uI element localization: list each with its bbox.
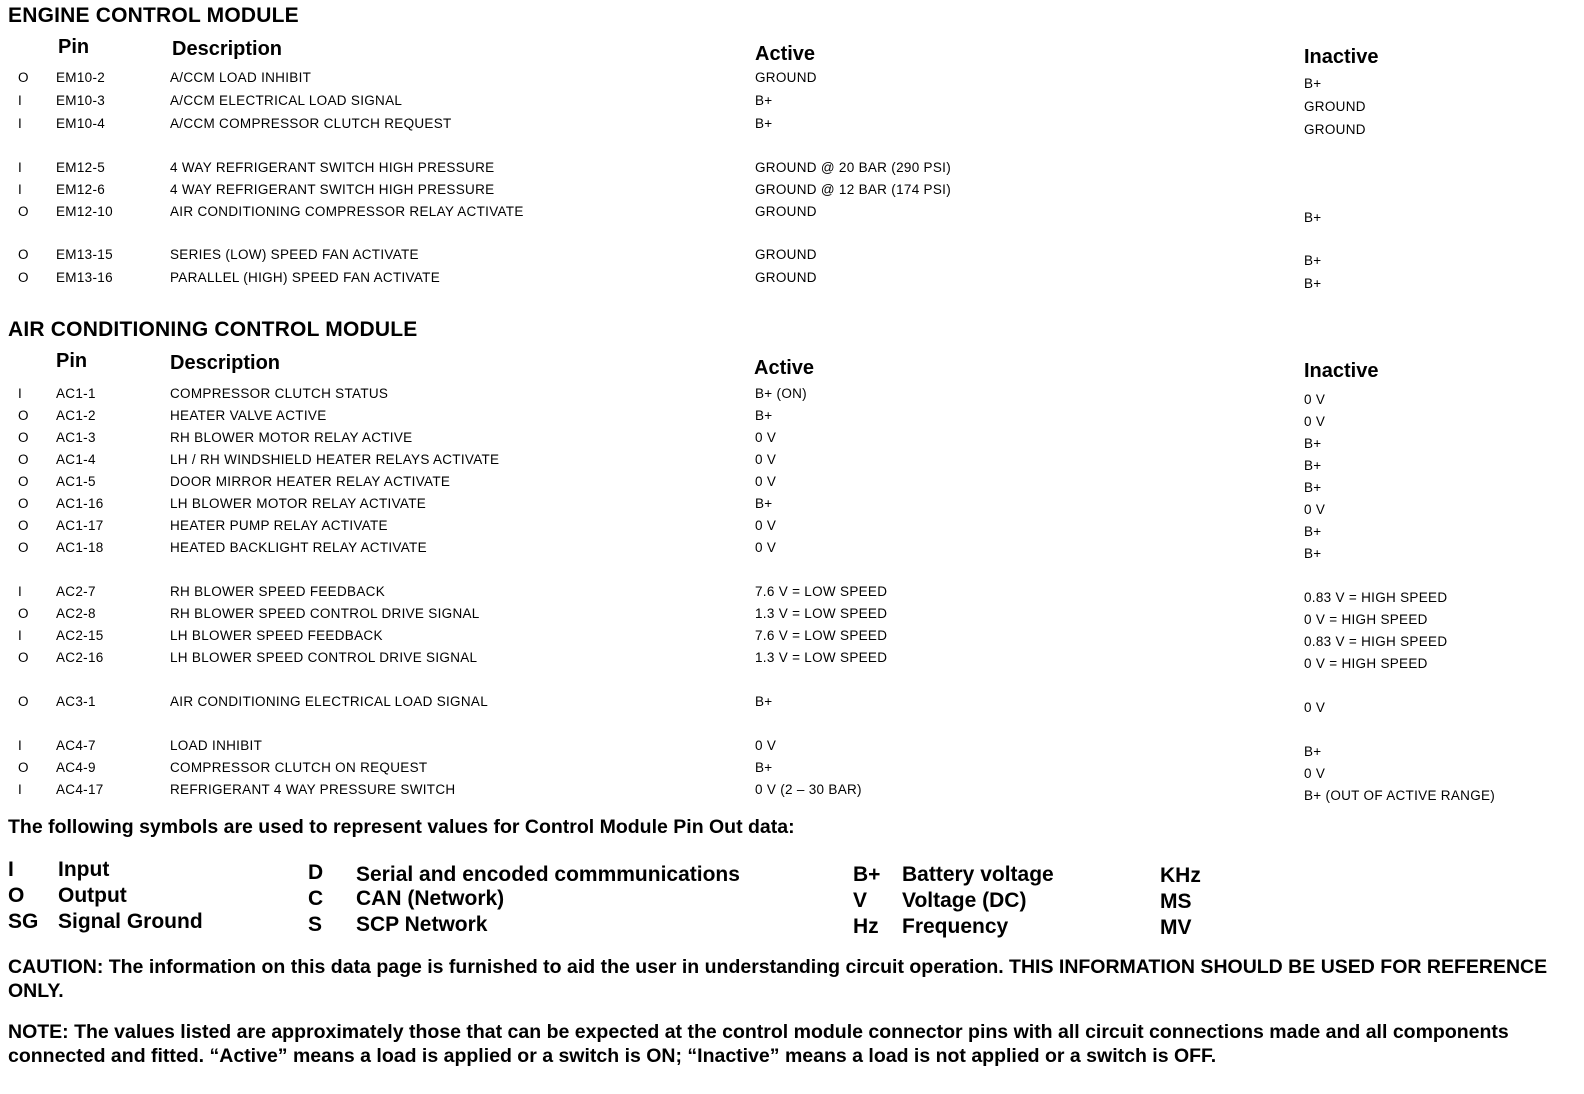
pin-id: EM12-6	[56, 182, 106, 197]
active-value: B+	[755, 408, 773, 423]
io-type: O	[18, 270, 29, 285]
legend-unit: MS	[1160, 890, 1192, 913]
io-type: O	[18, 408, 29, 423]
ecm-table-row	[0, 182, 1584, 204]
ecm-table-row	[0, 160, 1584, 182]
active-value: B+	[755, 760, 773, 775]
legend-label: CAN (Network)	[356, 887, 505, 910]
pin-id: AC3-1	[56, 694, 96, 709]
inactive-value: 0.83 V = HIGH SPEED	[1304, 634, 1448, 649]
inactive-value: B+	[1304, 436, 1322, 451]
pin-description: HEATED BACKLIGHT RELAY ACTIVATE	[170, 540, 427, 555]
legend-symbol: V	[853, 889, 868, 912]
pin-description: 4 WAY REFRIGERANT SWITCH HIGH PRESSURE	[170, 160, 495, 175]
active-value: 0 V (2 – 30 BAR)	[755, 782, 862, 797]
inactive-value: B+ (OUT OF ACTIVE RANGE)	[1304, 788, 1496, 803]
pin-description: COMPRESSOR CLUTCH STATUS	[170, 386, 389, 401]
active-value: B+	[755, 496, 773, 511]
inactive-value: B+	[1304, 546, 1322, 561]
legend-symbol: O	[8, 884, 25, 907]
legend-label: Input	[58, 858, 110, 881]
pin-id: AC1-3	[56, 430, 96, 445]
legend-symbol: D	[308, 861, 324, 884]
pin-id: AC1-1	[56, 386, 96, 401]
active-value: 0 V	[755, 430, 777, 445]
pin-description: DOOR MIRROR HEATER RELAY ACTIVATE	[170, 474, 451, 489]
inactive-value: B+	[1304, 458, 1322, 473]
active-value: 0 V	[755, 540, 777, 555]
active-value: GROUND	[755, 204, 817, 219]
legend-symbol: C	[308, 887, 324, 910]
io-type: O	[18, 430, 29, 445]
pin-description: COMPRESSOR CLUTCH ON REQUEST	[170, 760, 428, 775]
inactive-value: B+	[1304, 744, 1322, 759]
legend-symbol: SG	[8, 910, 39, 933]
legend-label: Battery voltage	[902, 863, 1054, 886]
pin-id: AC1-16	[56, 496, 104, 511]
legend-unit: KHz	[1160, 864, 1201, 887]
pin-description: LH / RH WINDSHIELD HEATER RELAYS ACTIVATE	[170, 452, 500, 467]
io-type: O	[18, 452, 29, 467]
io-type: O	[18, 606, 29, 621]
pin-description: RH BLOWER SPEED CONTROL DRIVE SIGNAL	[170, 606, 480, 621]
legend-label: Signal Ground	[58, 910, 203, 933]
active-value: 0 V	[755, 518, 777, 533]
accm-table-row	[0, 408, 1584, 430]
io-type: I	[18, 93, 23, 108]
io-type: I	[18, 386, 23, 401]
note-text: NOTE: The values listed are approximately those that can be expected at the control module connector pins with all circuit connections made and all components connected and fitted. “Active” means a load is applied or a switch is ON; “Inactive” means a load is not applied or a switch is OFF.	[8, 1021, 1509, 1067]
legend-label: Serial and encoded commmunications	[356, 863, 740, 886]
active-value: B+	[755, 694, 773, 709]
pin-id: EM12-5	[56, 160, 106, 175]
inactive-value: 0 V = HIGH SPEED	[1304, 656, 1428, 671]
accm-header-active: Active	[754, 357, 815, 379]
accm-table-row	[0, 738, 1584, 760]
io-type: O	[18, 474, 29, 489]
io-type: O	[18, 70, 29, 85]
pin-description: HEATER VALVE ACTIVE	[170, 408, 327, 423]
pin-description: RH BLOWER SPEED FEEDBACK	[170, 584, 385, 599]
active-value: 0 V	[755, 738, 777, 753]
active-value: B+ (ON)	[755, 386, 807, 401]
pin-id: AC2-15	[56, 628, 104, 643]
accm-table-row	[0, 496, 1584, 518]
inactive-value: 0 V	[1304, 700, 1326, 715]
active-value: GROUND	[755, 70, 817, 85]
legend-symbol: Hz	[853, 915, 879, 938]
pin-id: AC4-9	[56, 760, 96, 775]
active-value: GROUND	[755, 247, 817, 262]
pin-description: HEATER PUMP RELAY ACTIVATE	[170, 518, 388, 533]
pin-id: AC1-18	[56, 540, 104, 555]
inactive-value: 0 V	[1304, 766, 1326, 781]
pin-description: RH BLOWER MOTOR RELAY ACTIVE	[170, 430, 413, 445]
pin-id: EM10-3	[56, 93, 106, 108]
accm-table-row	[0, 782, 1584, 804]
inactive-value: 0.83 V = HIGH SPEED	[1304, 590, 1448, 605]
pin-description: SERIES (LOW) SPEED FAN ACTIVATE	[170, 247, 419, 262]
ecm-table-row	[0, 116, 1584, 138]
inactive-value: B+	[1304, 524, 1322, 539]
pin-description: PARALLEL (HIGH) SPEED FAN ACTIVATE	[170, 270, 441, 285]
active-value: B+	[755, 116, 773, 131]
active-value: 1.3 V = LOW SPEED	[755, 650, 888, 665]
ecm-table-row	[0, 204, 1584, 226]
pin-id: AC1-2	[56, 408, 96, 423]
ecm-table-row	[0, 270, 1584, 292]
accm-table-row	[0, 694, 1584, 716]
pin-id: AC1-17	[56, 518, 104, 533]
pin-description: A/CCM ELECTRICAL LOAD SIGNAL	[170, 93, 403, 108]
pin-description: LH BLOWER SPEED FEEDBACK	[170, 628, 383, 643]
io-type: O	[18, 518, 29, 533]
pin-description: LOAD INHIBIT	[170, 738, 263, 753]
active-value: GROUND @ 20 BAR (290 PSI)	[755, 160, 952, 175]
accm-table-row	[0, 474, 1584, 496]
pin-description: A/CCM LOAD INHIBIT	[170, 70, 312, 85]
inactive-value: B+	[1304, 76, 1322, 91]
pin-id: EM12-10	[56, 204, 113, 219]
io-type: I	[18, 738, 23, 753]
active-value: GROUND @ 12 BAR (174 PSI)	[755, 182, 952, 197]
pin-id: AC1-4	[56, 452, 96, 467]
ecm-section-title: ENGINE CONTROL MODULE	[8, 4, 299, 27]
io-type: I	[18, 628, 23, 643]
pin-id: EM13-16	[56, 270, 113, 285]
io-type: O	[18, 650, 29, 665]
ecm-header-active: Active	[755, 43, 816, 65]
pin-id: EM13-15	[56, 247, 113, 262]
inactive-value: 0 V	[1304, 502, 1326, 517]
active-value: B+	[755, 93, 773, 108]
pin-description: LH BLOWER SPEED CONTROL DRIVE SIGNAL	[170, 650, 478, 665]
accm-table-row	[0, 628, 1584, 650]
io-type: O	[18, 540, 29, 555]
accm-table-row	[0, 584, 1584, 606]
ecm-table-row	[0, 93, 1584, 115]
io-type: I	[18, 182, 23, 197]
active-value: 7.6 V = LOW SPEED	[755, 628, 888, 643]
accm-header-description: Description	[170, 352, 281, 374]
accm-table-row	[0, 650, 1584, 672]
ecm-table-row	[0, 70, 1584, 92]
legend-unit: MV	[1160, 916, 1192, 939]
inactive-value: B+	[1304, 276, 1322, 291]
inactive-value: B+	[1304, 480, 1322, 495]
accm-table-row	[0, 386, 1584, 408]
io-type: I	[18, 782, 23, 797]
inactive-value: B+	[1304, 253, 1322, 268]
legend-symbol: I	[8, 858, 14, 881]
ecm-header-pin: Pin	[58, 36, 90, 58]
pin-id: AC2-16	[56, 650, 104, 665]
active-value: 1.3 V = LOW SPEED	[755, 606, 888, 621]
accm-table-row	[0, 452, 1584, 474]
inactive-value: GROUND	[1304, 122, 1366, 137]
ecm-header-inactive: Inactive	[1304, 46, 1379, 68]
inactive-value: 0 V = HIGH SPEED	[1304, 612, 1428, 627]
active-value: GROUND	[755, 270, 817, 285]
accm-header-pin: Pin	[56, 350, 88, 372]
ecm-table-row	[0, 247, 1584, 269]
ecm-header-description: Description	[172, 38, 283, 60]
accm-table-row	[0, 540, 1584, 562]
inactive-value: B+	[1304, 210, 1322, 225]
accm-table-row	[0, 518, 1584, 540]
io-type: O	[18, 204, 29, 219]
io-type: O	[18, 247, 29, 262]
accm-section-title: AIR CONDITIONING CONTROL MODULE	[8, 318, 418, 341]
accm-table-row	[0, 430, 1584, 452]
io-type: O	[18, 760, 29, 775]
active-value: 0 V	[755, 474, 777, 489]
inactive-value: GROUND	[1304, 99, 1366, 114]
io-type: I	[18, 160, 23, 175]
io-type: I	[18, 116, 23, 131]
legend-symbol: B+	[853, 863, 881, 886]
pin-id: AC2-8	[56, 606, 96, 621]
pin-description: REFRIGERANT 4 WAY PRESSURE SWITCH	[170, 782, 456, 797]
pin-id: AC2-7	[56, 584, 96, 599]
inactive-value: 0 V	[1304, 414, 1326, 429]
caution-text: CAUTION: The information on this data page is furnished to aid the user in understanding circuit operation. THIS INFORMATION SHOULD BE USED FOR REFERENCE ONLY.	[8, 956, 1548, 1002]
pin-id: EM10-2	[56, 70, 106, 85]
inactive-value: 0 V	[1304, 392, 1326, 407]
active-value: 0 V	[755, 452, 777, 467]
accm-table-row	[0, 606, 1584, 628]
active-value: 7.6 V = LOW SPEED	[755, 584, 888, 599]
legend-label: Frequency	[902, 915, 1009, 938]
accm-table-row	[0, 760, 1584, 782]
pin-description: 4 WAY REFRIGERANT SWITCH HIGH PRESSURE	[170, 182, 495, 197]
pin-description: A/CCM COMPRESSOR CLUTCH REQUEST	[170, 116, 452, 131]
io-type: I	[18, 584, 23, 599]
legend-label: Output	[58, 884, 127, 907]
accm-header-inactive: Inactive	[1304, 360, 1379, 382]
legend-label: Voltage (DC)	[902, 889, 1027, 912]
legend-label: SCP Network	[356, 913, 488, 936]
legend-intro: The following symbols are used to represent values for Control Module Pin Out data:	[8, 816, 795, 838]
pin-description: AIR CONDITIONING ELECTRICAL LOAD SIGNAL	[170, 694, 489, 709]
pin-id: AC1-5	[56, 474, 96, 489]
pin-description: LH BLOWER MOTOR RELAY ACTIVATE	[170, 496, 427, 511]
pin-id: AC4-17	[56, 782, 104, 797]
legend-symbol: S	[308, 913, 323, 936]
pin-id: EM10-4	[56, 116, 106, 131]
pin-id: AC4-7	[56, 738, 96, 753]
pin-description: AIR CONDITIONING COMPRESSOR RELAY ACTIVATE	[170, 204, 524, 219]
io-type: O	[18, 496, 29, 511]
io-type: O	[18, 694, 29, 709]
